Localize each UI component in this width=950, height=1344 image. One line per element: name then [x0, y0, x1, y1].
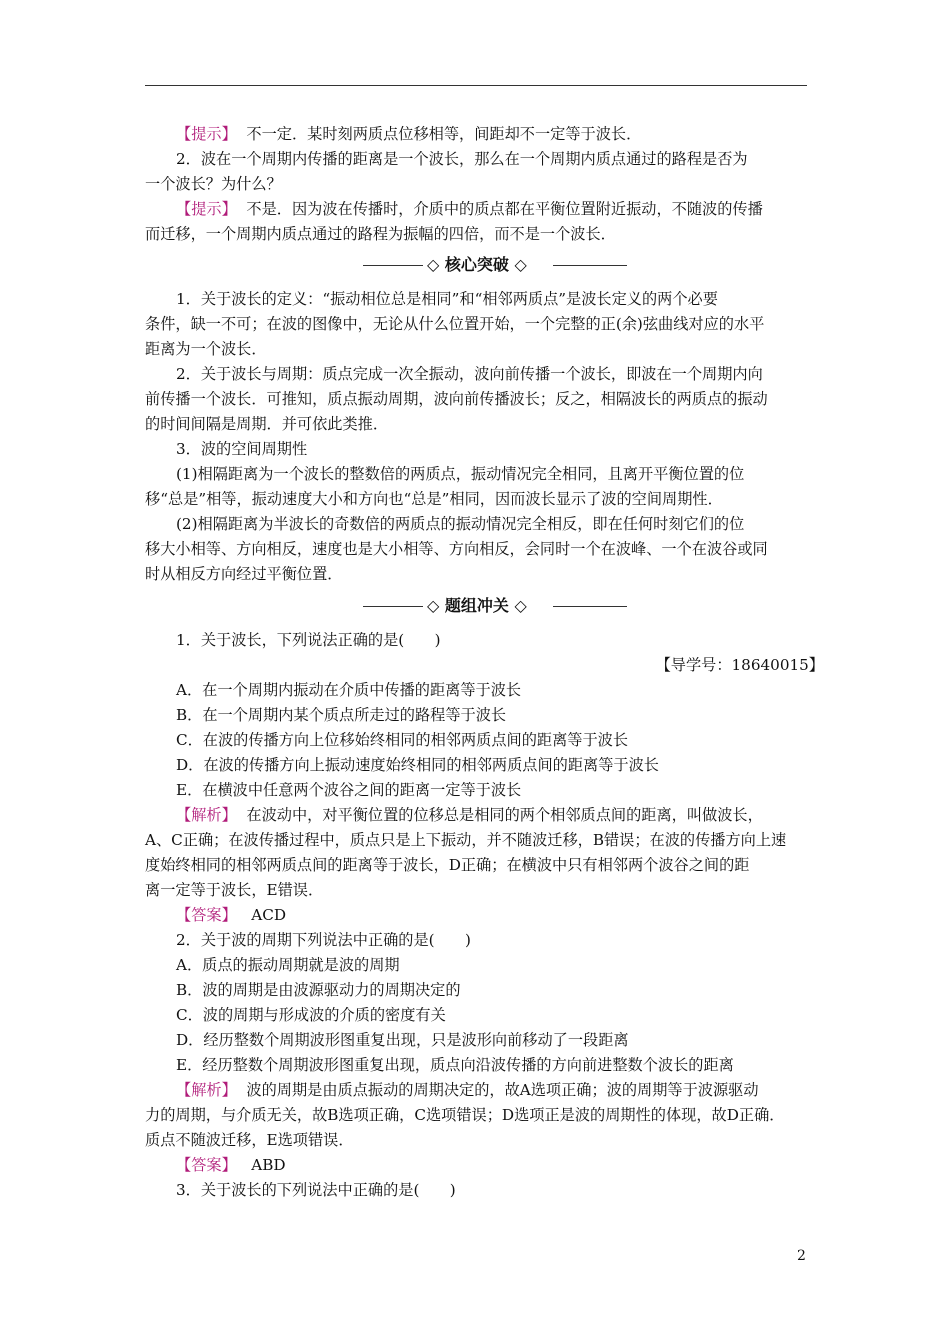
analysis-text: 质点不随波迁移，E选项错误． — [145, 1131, 354, 1149]
body-line: (1)相隔距离为一个波长的整数倍的两质点，振动情况完全相同，且离开平衡位置的位 — [176, 465, 745, 483]
analysis-tag: 【解析】 — [176, 806, 237, 824]
body-line: 时从相反方向经过平衡位置． — [145, 565, 343, 583]
group-banner — [0, 596, 950, 616]
option-d: D．经历整数个周期波形图重复出现，只是波形向前移动了一段距离 — [176, 1031, 629, 1049]
body-line: 的时间间隔是周期．并可依此类推． — [145, 415, 388, 433]
option-c: C．波的周期与形成波的介质的密度有关 — [176, 1006, 446, 1024]
analysis-text: 力的周期，与介质无关，故B选项正确，C选项错误；D选项正是波的周期性的体现，故D正确． — [145, 1106, 785, 1124]
banner-rule-right — [553, 606, 627, 607]
hint-line — [176, 199, 856, 219]
analysis-line — [176, 805, 856, 825]
hint-text: 不是．因为波在传播时，介质中的质点都在平衡位置附近振动，不随波的传播 — [246, 200, 763, 218]
body-line: (2)相隔距离为半波长的奇数倍的两质点的振动情况完全相反，即在任何时刻它们的位 — [176, 515, 745, 533]
answer-value: ABD — [251, 1156, 286, 1174]
analysis-line — [176, 1080, 856, 1100]
header-rule — [145, 85, 807, 86]
body-line: 2．关于波长与周期：质点完成一次全振动，波向前传播一个波长，即波在一个周期内向 — [176, 365, 763, 383]
core-banner — [0, 255, 950, 275]
question-line: 2．关于波的周期下列说法中正确的是( ) — [176, 931, 471, 949]
analysis-text: 离一定等于波长，E错误． — [145, 881, 324, 899]
banner-title: ◇ 题组冲关 ◇ — [427, 596, 527, 615]
option-e: E．经历整数个周期波形图重复出现，质点向沿波传播的方向前进整数个波长的距离 — [176, 1056, 734, 1074]
analysis-text: 在波动中，对平衡位置的位移总是相同的两个相邻质点间的距离，叫做波长， — [246, 806, 763, 824]
body-line: 条件，缺一不可；在波的图像中，无论从什么位置开始，一个完整的正(余)弦曲线对应的水平 — [145, 315, 765, 333]
question-line: 1．关于波长，下列说法正确的是( ) — [176, 631, 441, 649]
option-a: A．在一个周期内振动在介质中传播的距离等于波长 — [176, 681, 522, 699]
answer-value: ACD — [251, 906, 286, 924]
option-a: A．质点的振动周期就是波的周期 — [176, 956, 400, 974]
question-line: 2．波在一个周期内传播的距离是一个波长，那么在一个周期内质点通过的路程是否为 — [176, 150, 748, 168]
question-line: 一个波长？为什么？ — [145, 175, 282, 193]
answer-tag: 【答案】 — [176, 1156, 237, 1174]
banner-rule-left — [363, 265, 423, 266]
hint-line — [176, 124, 856, 144]
hint-tag: 【提示】 — [176, 125, 237, 143]
analysis-tag: 【解析】 — [176, 1081, 237, 1099]
analysis-text: 波的周期是由质点振动的周期决定的，故A选项正确；波的周期等于波源驱动 — [246, 1081, 759, 1099]
hint-text: 不一定．某时刻两质点位移相等，间距却不一定等于波长． — [246, 125, 642, 143]
option-b: B．波的周期是由波源驱动力的周期决定的 — [176, 981, 461, 999]
banner-rule-left — [363, 606, 423, 607]
option-d: D．在波的传播方向上振动速度始终相同的相邻两质点间的距离等于波长 — [176, 756, 659, 774]
hint-tag: 【提示】 — [176, 200, 237, 218]
page-number: 2 — [797, 1248, 806, 1264]
option-e: E．在横波中任意两个波谷之间的距离一定等于波长 — [176, 781, 522, 799]
body-line: 移“总是”相等，振动速度大小和方向也“总是”相同，因而波长显示了波的空间周期性． — [145, 490, 723, 508]
answer-line — [176, 1155, 856, 1175]
analysis-text: 度始终相同的相邻两质点间的距离等于波长，D正确；在横波中只有相邻两个波谷之间的距 — [145, 856, 750, 874]
banner-title: ◇ 核心突破 ◇ — [427, 255, 527, 274]
body-line: 距离为一个波长． — [145, 340, 267, 358]
analysis-text: A、C正确；在波传播过程中，质点只是上下振动，并不随波迁移，B错误；在波的传播方向上速 — [145, 831, 787, 849]
question-line: 3．关于波长的下列说法中正确的是( ) — [176, 1181, 456, 1199]
body-line: 3．波的空间周期性 — [176, 440, 308, 458]
body-line: 移大小相等、方向相反，速度也是大小相等、方向相反，会同时一个在波峰、一个在波谷或同 — [145, 540, 768, 558]
option-c: C．在波的传播方向上位移始终相同的相邻两质点间的距离等于波长 — [176, 731, 629, 749]
hint-text: 而迁移，一个周期内质点通过的路程为振幅的四倍，而不是一个波长． — [145, 225, 616, 243]
banner-rule-right — [553, 265, 627, 266]
answer-line — [176, 905, 856, 925]
option-b: B．在一个周期内某个质点所走过的路程等于波长 — [176, 706, 507, 724]
body-line: 前传播一个波长．可推知，质点振动周期，波向前传播波长；反之，相隔波长的两质点的振动 — [145, 390, 768, 408]
body-line: 1．关于波长的定义：“振动相位总是相同”和“相邻两质点”是波长定义的两个必要 — [176, 290, 718, 308]
answer-tag: 【答案】 — [176, 906, 237, 924]
guide-number: 【导学号：18640015】 — [655, 656, 824, 674]
